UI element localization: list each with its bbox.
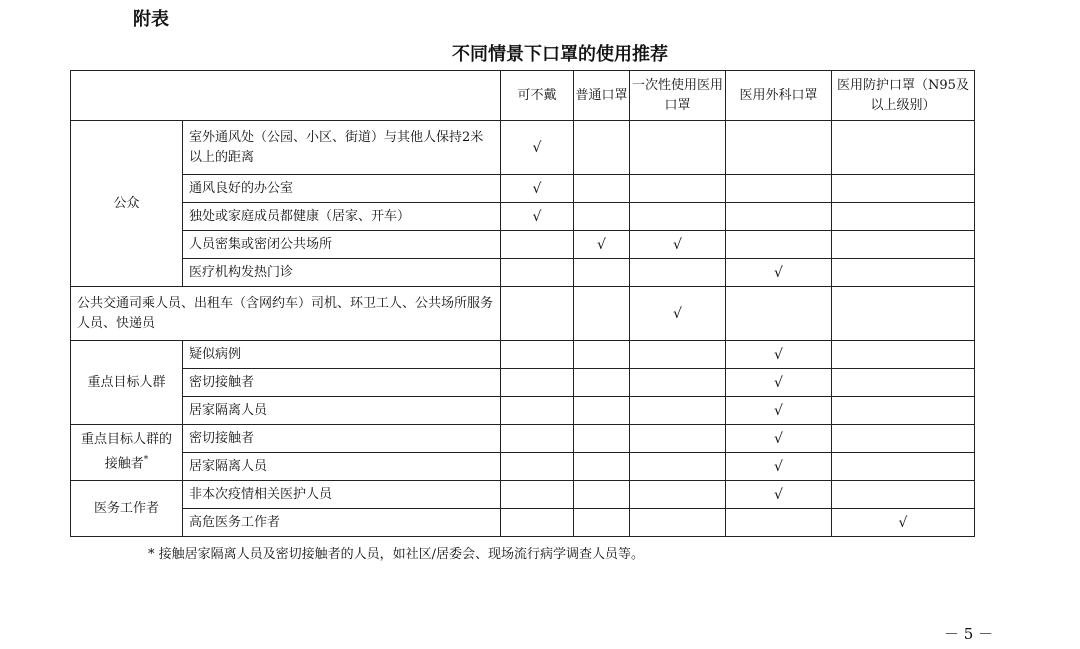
scene-cell: 高危医务工作者	[183, 509, 501, 537]
mark-cell	[501, 481, 574, 509]
table-row	[71, 369, 975, 397]
mark-cell: √	[630, 231, 726, 259]
table-row	[71, 287, 975, 341]
appendix-label: 附表	[133, 9, 169, 30]
mark-cell	[832, 203, 975, 231]
mark-cell	[574, 287, 630, 341]
group-key-targets: 重点目标人群	[71, 341, 183, 425]
col-header-surgical-mask: 医用外科口罩	[726, 71, 832, 121]
group-medical-staff: 医务工作者	[71, 481, 183, 537]
table-row	[71, 121, 975, 175]
mark-cell	[832, 341, 975, 369]
mark-cell	[501, 341, 574, 369]
mark-cell	[726, 175, 832, 203]
scene-cell: 室外通风处（公园、小区、街道）与其他人保持2米以上的距离	[183, 121, 501, 175]
table-row	[71, 231, 975, 259]
mark-cell	[501, 369, 574, 397]
group-transport-workers: 公共交通司乘人员、出租车（含网约车）司机、环卫工人、公共场所服务人员、快递员	[71, 287, 501, 341]
mark-cell: √	[726, 453, 832, 481]
table-row	[71, 481, 975, 509]
mark-cell	[832, 425, 975, 453]
mark-cell: √	[630, 287, 726, 341]
mark-cell: √	[726, 369, 832, 397]
mark-cell	[574, 481, 630, 509]
mark-cell	[501, 287, 574, 341]
mark-cell	[832, 175, 975, 203]
table-row	[71, 259, 975, 287]
mark-cell: √	[832, 509, 975, 537]
table-title: 不同情景下口罩的使用推荐	[452, 44, 668, 65]
header-blank-cell	[71, 71, 501, 121]
mark-cell	[501, 397, 574, 425]
mark-cell: √	[726, 397, 832, 425]
col-header-n95-mask: 医用防护口罩（N95及以上级别）	[832, 71, 975, 121]
col-header-disposable-medical-mask: 一次性使用医用口罩	[630, 71, 726, 121]
scene-cell: 医疗机构发热门诊	[183, 259, 501, 287]
mark-cell	[832, 481, 975, 509]
mark-cell	[630, 203, 726, 231]
scene-cell: 居家隔离人员	[183, 453, 501, 481]
scene-cell: 独处或家庭成员都健康（居家、开车）	[183, 203, 501, 231]
page-number: － 5 －	[944, 625, 994, 643]
table-row	[71, 397, 975, 425]
mark-cell	[726, 509, 832, 537]
mark-cell	[501, 231, 574, 259]
mark-cell: √	[501, 121, 574, 175]
mark-cell	[726, 287, 832, 341]
group-key-contacts	[71, 425, 183, 481]
mark-cell: √	[726, 259, 832, 287]
scene-cell: 通风良好的办公室	[183, 175, 501, 203]
mark-cell	[574, 369, 630, 397]
mark-cell	[630, 121, 726, 175]
mark-cell	[832, 287, 975, 341]
footnote: * 接触居家隔离人员及密切接触者的人员，如社区/居委会、现场流行病学调查人员等。	[148, 547, 645, 562]
table-row	[71, 203, 975, 231]
mark-cell	[726, 121, 832, 175]
table-row	[71, 453, 975, 481]
footnote-marker: *	[143, 455, 149, 466]
mark-cell	[832, 259, 975, 287]
mark-cell	[630, 175, 726, 203]
mark-cell	[574, 509, 630, 537]
mark-cell: √	[726, 425, 832, 453]
mark-cell: √	[501, 175, 574, 203]
mark-cell	[574, 203, 630, 231]
mark-cell	[630, 397, 726, 425]
table-row	[71, 509, 975, 537]
mark-cell	[574, 121, 630, 175]
mark-cell	[630, 341, 726, 369]
mark-cell	[630, 425, 726, 453]
mark-cell	[501, 425, 574, 453]
table-row	[71, 425, 975, 453]
mark-cell	[832, 397, 975, 425]
mark-cell	[630, 259, 726, 287]
mark-cell	[574, 175, 630, 203]
mark-cell	[574, 341, 630, 369]
mask-recommendation-table	[70, 70, 975, 537]
mark-cell	[630, 481, 726, 509]
mark-cell	[630, 453, 726, 481]
mark-cell	[574, 397, 630, 425]
mark-cell	[832, 121, 975, 175]
mark-cell	[832, 231, 975, 259]
mark-cell	[726, 231, 832, 259]
col-header-no-mask: 可不戴	[501, 71, 574, 121]
header-row	[71, 71, 975, 121]
scene-cell: 人员密集或密闭公共场所	[183, 231, 501, 259]
mark-cell	[501, 259, 574, 287]
scene-cell: 疑似病例	[183, 341, 501, 369]
mark-cell: √	[726, 341, 832, 369]
mark-cell	[574, 453, 630, 481]
mark-cell	[832, 369, 975, 397]
mark-cell: √	[726, 481, 832, 509]
scene-cell: 居家隔离人员	[183, 397, 501, 425]
group-key-contacts-label: 重点目标人群的接触者	[80, 432, 172, 472]
col-header-ordinary-mask: 普通口罩	[574, 71, 630, 121]
mark-cell	[574, 259, 630, 287]
scene-cell: 密切接触者	[183, 425, 501, 453]
mark-cell	[726, 203, 832, 231]
group-public: 公众	[71, 121, 183, 287]
mark-cell: √	[574, 231, 630, 259]
mark-cell	[501, 509, 574, 537]
mark-cell: √	[501, 203, 574, 231]
mark-cell	[832, 453, 975, 481]
table-row	[71, 341, 975, 369]
scene-cell: 密切接触者	[183, 369, 501, 397]
mark-cell	[574, 425, 630, 453]
table-row	[71, 175, 975, 203]
mark-cell	[501, 453, 574, 481]
mark-cell	[630, 369, 726, 397]
scene-cell: 非本次疫情相关医护人员	[183, 481, 501, 509]
mark-cell	[630, 509, 726, 537]
